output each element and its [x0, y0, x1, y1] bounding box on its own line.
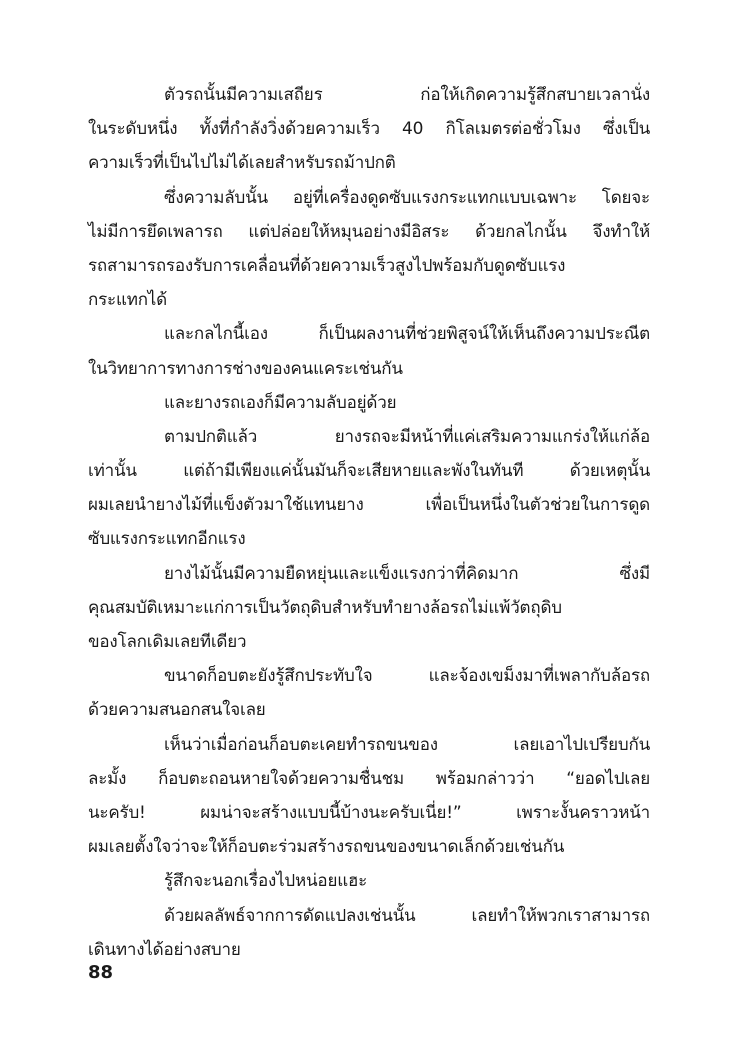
text-line: ของโลกเดิมเลยทีเดียว — [88, 632, 247, 652]
text-line: เดินทางได้อย่างสบาย — [88, 939, 241, 960]
text-line: กระแทกได้ — [88, 290, 168, 311]
paragraph — [88, 420, 650, 557]
text-line: คุณสมบัติเหมาะแก่การเป็นวัตถุดิบสำหรับทำยางล้อรถไม่แพ้วัตถุดิบ — [88, 597, 562, 618]
text-line: ในระดับหนึ่ง ทั้งที่กำลังวิ่งด้วยความเร็ว 40 กิโลเมตรต่อชั่วโมง ซึ่งเป็น — [88, 119, 650, 140]
text-line: ด้วยผลลัพธ์จากการดัดแปลงเช่นนั้น เลยทำให้พวกเราสามารถ — [164, 905, 650, 926]
text-line: ซึ่งความลับนั้น อยู่ที่เครื่องดูดซับแรงกระแทกแบบเฉพาะ โดยจะ — [164, 187, 650, 208]
paragraph — [88, 181, 650, 318]
text-line: ตัวรถนั้นมีความเสถียร ก่อให้เกิดความรู้สึกสบายเวลานั่ง — [164, 85, 650, 105]
text-line: ซับแรงกระแทกอีกแรง — [88, 529, 246, 550]
text-line: และยางรถเองก็มีความลับอยู่ด้วย — [164, 392, 397, 413]
text-line: รู้สึกจะนอกเรื่องไปหน่อยแฮะ — [164, 871, 368, 892]
paragraph — [88, 659, 650, 727]
text-line: รถสามารถรองรับการเคลื่อนที่ด้วยความเร็วสูงไปพร้อมกับดูดซับแรง — [88, 255, 566, 276]
paragraph — [88, 864, 650, 898]
text-line: เท่านั้น แต่ถ้ามีเพียงแค่นั้นมันก็จะเสียหายและพังในทันที ด้วยเหตุนั้น — [88, 461, 650, 482]
page-body — [88, 78, 650, 967]
paragraph — [88, 899, 650, 967]
text-line: เห็นว่าเมื่อก่อนก็อบตะเคยทำรถขนของ เลยเอาไปเปรียบกัน — [164, 734, 650, 755]
text-line: ละมั้ง ก็อบตะถอนหายใจด้วยความชื่นชม พร้อมกล่าวว่า “ยอดไปเลย — [88, 768, 650, 789]
text-line: ตามปกติแล้ว ยางรถจะมีหน้าที่แค่เสริมความแกร่งให้แก่ล้อ — [164, 426, 650, 447]
text-line: ยางไม้นั้นมีความยืดหยุ่นและแข็งแรงกว่าที่คิดมาก ซึ่งมี — [164, 563, 650, 584]
text-line: และกลไกนี้เอง ก็เป็นผลงานที่ช่วยพิสูจน์ให้เห็นถึงความประณีต — [164, 324, 650, 345]
paragraph — [88, 386, 650, 420]
page-number: 88 — [88, 962, 114, 983]
text-line: ผมเลยนำยางไม้ที่แข็งตัวมาใช้แทนยาง เพื่อเป็นหนึ่งในตัวช่วยในการดูด — [88, 495, 650, 516]
text-line: ในวิทยาการทางการช่างของคนแคระเช่นกัน — [88, 358, 403, 379]
text-line: ไม่มีการยึดเพลารถ แต่ปล่อยให้หมุนอย่างมีอิสระ ด้วยกลไกนั้น จึงทำให้ — [88, 221, 650, 242]
text-line: ขนาดก็อบตะยังรู้สึกประทับใจ และจ้องเขม็งมาที่เพลากับล้อรถ — [164, 666, 650, 687]
text-line: นะครับ! ผมน่าจะสร้างแบบนี้บ้างนะครับเนี่ย!” เพราะงั้นคราวหน้า — [88, 802, 650, 823]
text-line: ผมเลยตั้งใจว่าจะให้ก็อบตะร่วมสร้างรถขนของขนาดเล็กด้วยเช่นกัน — [88, 837, 565, 858]
paragraph — [88, 557, 650, 660]
paragraph — [88, 728, 650, 865]
paragraph — [88, 317, 650, 385]
text-line: ด้วยความสนอกสนใจเลย — [88, 700, 266, 721]
paragraph — [88, 78, 650, 181]
text-line: ความเร็วที่เป็นไปไม่ได้เลยสำหรับรถม้าปกติ — [88, 153, 396, 174]
